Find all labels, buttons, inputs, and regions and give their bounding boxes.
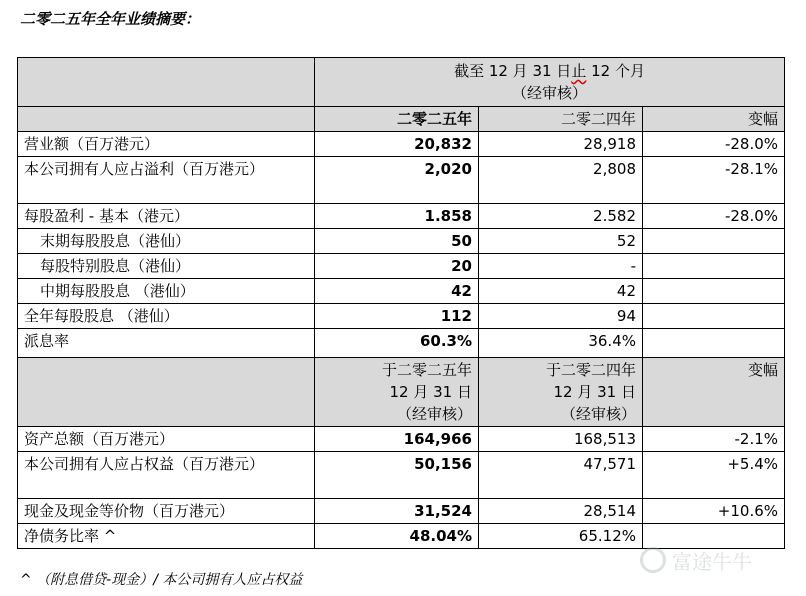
value-2024: 2,808 [479,157,643,204]
empty-header-cell [18,107,315,132]
value-2025: 42 [315,279,479,304]
futu-logo-icon [640,547,666,573]
year-header-row [18,107,785,132]
header-2025: 二零二五年 [315,107,479,132]
row-label: 营业额（百万港元） [18,132,315,157]
watermark-text: 富途牛牛 [672,549,752,574]
value-2025: 20 [315,254,479,279]
row-label: 派息率 [18,329,315,358]
period-line1-squiggle: 止 [571,62,587,80]
page-title: 二零二五年全年业绩摘要： [20,10,201,28]
value-change [643,254,785,279]
value-2024: - [479,254,643,279]
value-2025: 48.04% [315,524,479,549]
table-row [18,499,785,524]
row-label: 本公司拥有人应占溢利（百万港元） [18,157,315,204]
footnote: ^ （附息借贷-现金）/ 本公司拥有人应占权益 [20,572,303,588]
row-label: 资产总额（百万港元） [18,427,315,452]
header-2024-line1: 于二零二四年 [545,361,636,379]
value-change: +5.4% [643,452,785,499]
balance-header-row [18,358,785,427]
value-2025: 31,524 [315,499,479,524]
value-change: -28.0% [643,204,785,229]
table-row [18,304,785,329]
value-change: -2.1% [643,427,785,452]
value-2025: 2,020 [315,157,479,204]
value-2024: 42 [479,279,643,304]
empty-header-cell [18,358,315,427]
value-2024: 36.4% [479,329,643,358]
table-row [18,254,785,279]
table-row [18,427,785,452]
value-change [643,304,785,329]
header-change-balance: 变幅 [643,358,785,427]
header-2025-line3: （经审核） [396,405,472,423]
header-change: 变幅 [643,107,785,132]
table-row [18,132,785,157]
header-2024: 二零二四年 [479,107,643,132]
table-row [18,329,785,358]
row-label: 全年每股股息 （港仙） [18,304,315,329]
value-change: -28.0% [643,132,785,157]
value-2025: 50 [315,229,479,254]
value-2024: 47,571 [479,452,643,499]
header-2024-balance [479,358,643,427]
value-2025: 164,966 [315,427,479,452]
row-label: 每股盈利 - 基本（港元） [18,204,315,229]
value-change [643,329,785,358]
period-line1-prefix: 截至 12 月 31 日 [454,62,572,80]
period-line1-suffix: 12 个月 [586,62,645,80]
value-2024: 28,514 [479,499,643,524]
value-2025: 1.858 [315,204,479,229]
value-2025: 60.3% [315,329,479,358]
value-change [643,279,785,304]
value-change: -28.1% [643,157,785,204]
row-label: 末期每股股息（港仙） [18,229,315,254]
value-2024: 28,918 [479,132,643,157]
period-header-cell [315,58,785,107]
row-label: 中期每股股息 （港仙） [18,279,315,304]
header-2025-balance [315,358,479,427]
value-2025: 20,832 [315,132,479,157]
period-line2: （经审核） [512,84,588,102]
table-row [18,204,785,229]
table-row [18,157,785,204]
row-label: 每股特别股息（港仙） [18,254,315,279]
row-label: 净债务比率 ^ [18,524,315,549]
value-change [643,229,785,254]
header-2025-line2: 12 月 31 日 [389,383,472,401]
value-2024: 65.12% [479,524,643,549]
period-header-row [18,58,785,107]
value-2025: 112 [315,304,479,329]
header-2024-line3: （经审核） [560,405,636,423]
results-summary-table [17,57,785,549]
watermark [640,540,790,580]
value-2024: 94 [479,304,643,329]
header-2025-line1: 于二零二五年 [381,361,472,379]
empty-header-cell [18,58,315,107]
table-row [18,452,785,499]
value-change: +10.6% [643,499,785,524]
table-row [18,229,785,254]
table-row [18,279,785,304]
header-2024-line2: 12 月 31 日 [553,383,636,401]
value-2025: 50,156 [315,452,479,499]
row-label: 本公司拥有人应占权益（百万港元） [18,452,315,499]
row-label: 现金及现金等价物（百万港元） [18,499,315,524]
value-2024: 2.582 [479,204,643,229]
value-2024: 168,513 [479,427,643,452]
value-2024: 52 [479,229,643,254]
